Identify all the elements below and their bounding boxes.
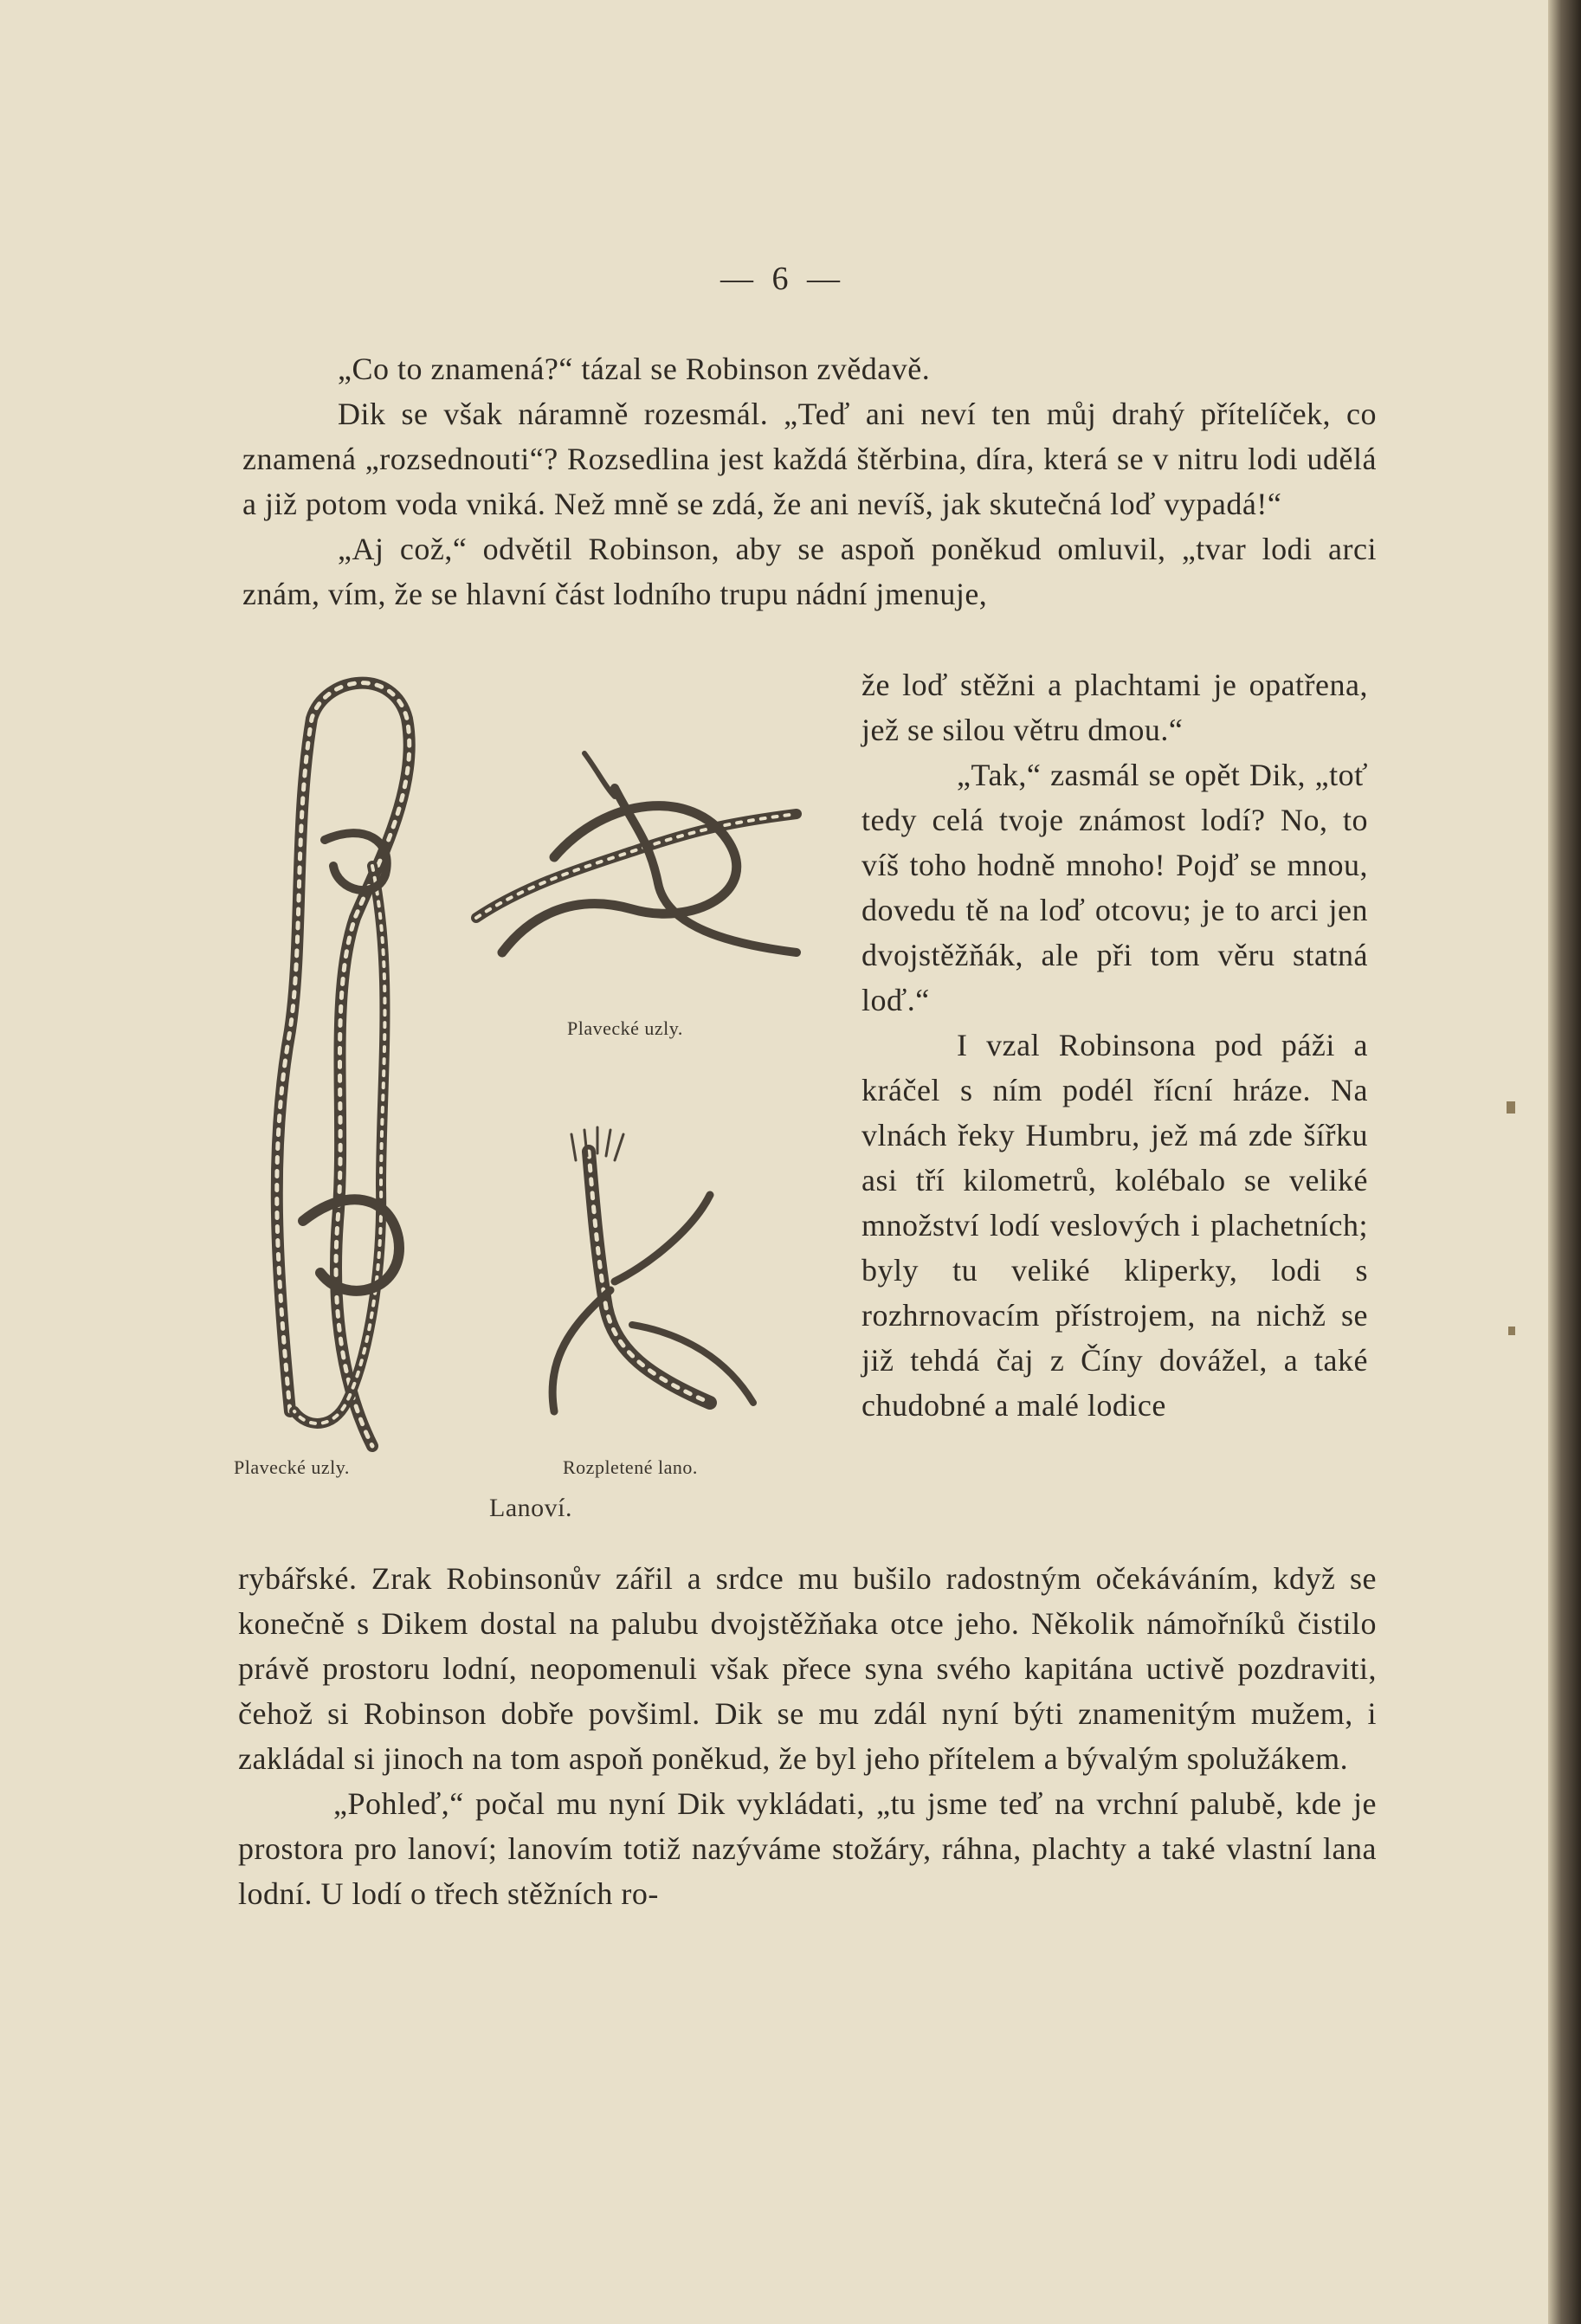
paragraph: „Aj což,“ odvětil Robinson, aby se aspoň poněkud omluvil, „tvar lodi arci znám, vím, že se hlavní část lodního trupu nádní jmenuje, [242,532,1377,611]
rope-drawing [242,667,849,1550]
caption-main: Lanoví. [489,1494,572,1522]
page-number: — 6 — [720,261,845,297]
top-text-block [242,346,1377,617]
knot-top-right-end [584,753,615,797]
paragraph: „Co to znamená?“ tázal se Robinson zvědavě. [338,352,931,386]
unravelled-rope [589,1152,710,1403]
right-column-text [861,662,1368,1428]
margin-mark [1507,1101,1515,1114]
paragraph: že loď stěžni a plachtami je opatřena, jež se silou větru dmou.“ [861,668,1368,747]
rope-loop-left [277,683,410,1446]
page-edge-shadow [1548,0,1581,2324]
rope-fibers [571,1127,623,1160]
paragraph: Dik se však náramně rozesmál. „Teď ani neví ten můj drahý přítelíček, co znamená „rozsednouti“? Rozsedlina jest každá štěrbina, díra, která se v nitru lodi udělá a již potom voda vniká. Než mně se zdá, že ani nevíš, jak skutečná loď vypadá!“ [242,397,1377,521]
rope-knots-illustration [234,667,849,1550]
caption-left: Plavecké uzly. [234,1456,350,1478]
paragraph: I vzal Robinsona pod páži a kráčel s ním podél řícní hráze. Na vlnách řeky Humbru, jež má zde šířku asi tří kilometrů, kolébalo se veliké množství lodí veslových i plachetních; byly tu veliké kliperky, lodi s rozhrnovacím přístrojem, na nichž se již tehdá čaj z Číny dovážel, a také chudobné a malé lodice [861,1028,1368,1423]
caption-top-right: Plavecké uzly. [567,1017,683,1039]
bottom-text-block [238,1556,1377,1916]
rope-strand-b [615,1195,710,1281]
paragraph: „Pohleď,“ počal mu nyní Dik vykládati, „tu jsme teď na vrchní palubě, kde je prostora pro lanoví; lanovím totiž nazýváme stožáry, ráhna, plachty a také vlastní lana lodní. U lodí o třech stěžních ro- [238,1786,1377,1911]
caption-bottom-right: Rozpletené lano. [563,1456,698,1478]
paragraph: „Tak,“ zasmál se opět Dik, „toť tedy celá tvoje známost lodí? No, to víš toho hodně mnoho! Pojď se mnou, dovedu tě na loď otcovu; je to arci jen dvojstěžňák, ale při tom věru statná loď.“ [861,758,1368,1017]
margin-mark [1508,1327,1515,1335]
paragraph: rybářské. Zrak Robinsonův zářil a srdce mu bušilo radostným očekáváním, když se konečně s Dikem dostal na palubu dvojstěžňaka otce jeho. Několik námořníků čistilo právě prostoru lodní, neopomenuli však přece syna svého kapitána uctivě pozdraviti, čehož si Robinson dobře povšiml. Dik se mu zdál nyní býti znamenitým mužem, i zakládal si jinoch na tom aspoň poněkud, že byl jeho přítelem a bývalým spolužákem. [238,1561,1377,1776]
